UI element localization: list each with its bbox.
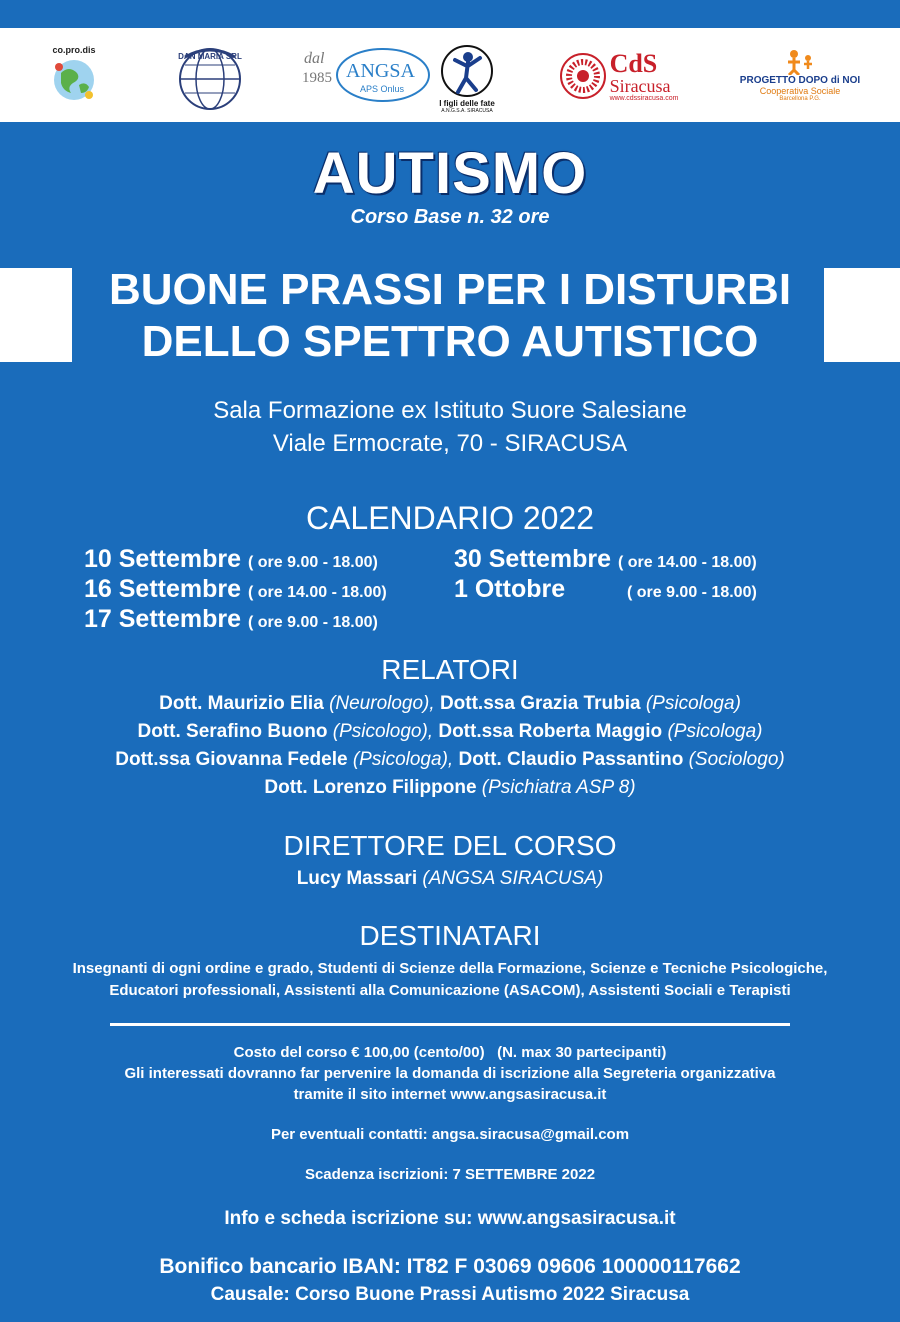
cost-line: Costo del corso € 100,00 (cento/00) (N. max 30 partecipanti) (233, 1044, 667, 1061)
speaker-role: (Psicologa) (645, 693, 741, 714)
angsa-name: ANGSA (346, 60, 415, 82)
figli-fate-label: I figli delle fate (439, 98, 495, 108)
speaker-role: (Psicologa) (667, 721, 763, 742)
course-subtitle: Corso Base n. 32 ore (350, 206, 550, 228)
sun-emblem-icon (558, 51, 608, 101)
deadline-line: Scadenza iscrizioni: 7 SETTEMBRE 2022 (304, 1166, 596, 1183)
angsa-sub: APS Onlus (360, 84, 405, 94)
angsa-logo (300, 42, 434, 108)
speaker-role: (Psicologa), (352, 749, 454, 770)
speaker-name: Dott.ssa Giovanna Fedele (115, 749, 348, 770)
speaker-name: Dott. Claudio Passantino (458, 749, 684, 770)
cds-title: CdS (609, 48, 658, 78)
venue-line-1: Sala Formazione ex Istituto Suore Salesiane (213, 397, 687, 424)
calendar-date (84, 545, 378, 574)
venue (0, 394, 900, 460)
speaker-row (0, 690, 900, 718)
angsa-year: 1985 (302, 70, 332, 86)
time-label: ( ore 14.00 - 18.00) (617, 554, 757, 571)
angsa-dal: dal (304, 50, 325, 67)
recipients-text (0, 958, 900, 1002)
logo-bar (0, 28, 900, 122)
speakers-list (0, 690, 900, 802)
speakers-title: RELATORI (381, 654, 519, 685)
apply-line-1: Gli interessati dovranno far pervenire la domanda di iscrizione alla Segreteria organizzativa (124, 1065, 776, 1082)
recipients-line-1: Insegnanti di ogni ordine e grado, Studenti di Scienze della Formazione, Scienze e Tecniche Psicologiche, (72, 960, 828, 977)
time-label: ( ore 9.00 - 18.00) (626, 584, 757, 601)
speaker-name: Dott. Maurizio Elia (159, 693, 324, 714)
coprodis-label: co.pro.dis (52, 45, 96, 55)
dopo-di-noi-logo (730, 40, 870, 110)
dan-maria-label: DAN MARIA SRL (178, 52, 242, 61)
date-label: 16 Settembre (84, 575, 242, 603)
director-name: Lucy Massari (296, 868, 418, 889)
recipients-line-2: Educatori professionali, Assistenti alla Comunicazione (ASACOM), Assistenti Sociali e Terapisti (109, 982, 791, 999)
iban-line: Bonifico bancario IBAN: IT82 F 03069 09606 100000117662 (159, 1255, 741, 1278)
speaker-name: Dott.ssa Roberta Maggio (438, 721, 663, 742)
dopo-di-noi-city: Barcellona P.G. (779, 95, 821, 102)
speaker-name: Dott. Serafino Buono (137, 721, 328, 742)
causale-line: Causale: Corso Buone Prassi Autismo 2022 Siracusa (210, 1284, 690, 1305)
recipients-title: DESTINATARI (359, 920, 541, 951)
divider (110, 1023, 790, 1026)
calendar-date (84, 605, 378, 634)
figli-fate-logo (432, 38, 502, 118)
headline (0, 264, 900, 368)
speaker-name: Dott.ssa Grazia Trubia (439, 693, 641, 714)
dopo-di-noi-sub: Cooperativa Sociale (759, 85, 841, 96)
calendar-date (454, 575, 757, 604)
venue-line-2: Viale Ermocrate, 70 - SIRACUSA (272, 430, 628, 457)
globe-book-icon (173, 39, 247, 113)
director-title: DIRETTORE DEL CORSO (283, 830, 617, 861)
speaker-row (0, 718, 900, 746)
website-line: Info e scheda iscrizione su: www.angsasiracusa.it (224, 1208, 676, 1229)
speaker-role: (Neurologo), (329, 693, 435, 714)
contacts-line: Per eventuali contatti: angsa.siracusa@gmail.com (270, 1126, 630, 1143)
date-label: 10 Settembre (84, 545, 242, 573)
speaker-role: (Sociologo) (688, 749, 785, 770)
cds-city: Siracusa (609, 75, 671, 96)
date-label: 30 Settembre (454, 545, 612, 573)
date-label: 1 Ottobre (454, 575, 566, 603)
page-title: AUTISMO (312, 141, 588, 206)
figli-fate-sub: A.N.G.S.A. SIRACUSA (441, 107, 493, 114)
calendar-date (454, 545, 757, 574)
time-label: ( ore 14.00 - 18.00) (247, 584, 387, 601)
dopo-di-noi-title: PROGETTO DOPO di NOI (739, 74, 861, 86)
headline-line-2: DELLO SPETTRO AUTISTICO (141, 317, 759, 366)
speaker-role: (Psicologo), (332, 721, 434, 742)
director-org: (ANGSA SIRACUSA) (422, 868, 604, 889)
apply-line-2: tramite il sito internet www.angsasiracusa.it (293, 1086, 607, 1103)
time-label: ( ore 9.00 - 18.00) (247, 554, 378, 571)
speaker-role: (Psichiatra ASP 8) (481, 777, 636, 798)
speaker-name: Dott. Lorenzo Filippone (264, 777, 477, 798)
child-figure-icon (440, 43, 494, 99)
date-label: 17 Settembre (84, 605, 242, 633)
coprodis-logo (44, 40, 104, 110)
calendar-title: CALENDARIO 2022 (305, 500, 595, 536)
cds-logo (550, 44, 686, 108)
people-icon (780, 49, 820, 75)
course-info (0, 1042, 900, 1105)
dan-maria-logo (172, 36, 248, 116)
calendar-date (84, 575, 387, 604)
globe-icon (49, 55, 99, 105)
headline-line-1: BUONE PRASSI PER I DISTURBI (108, 265, 792, 314)
time-label: ( ore 9.00 - 18.00) (247, 614, 378, 631)
director-line (0, 868, 900, 890)
cds-url: www.cdssiracusa.com (609, 94, 679, 102)
speaker-row (0, 746, 900, 774)
top-strip (0, 0, 900, 28)
speaker-row (0, 774, 900, 802)
